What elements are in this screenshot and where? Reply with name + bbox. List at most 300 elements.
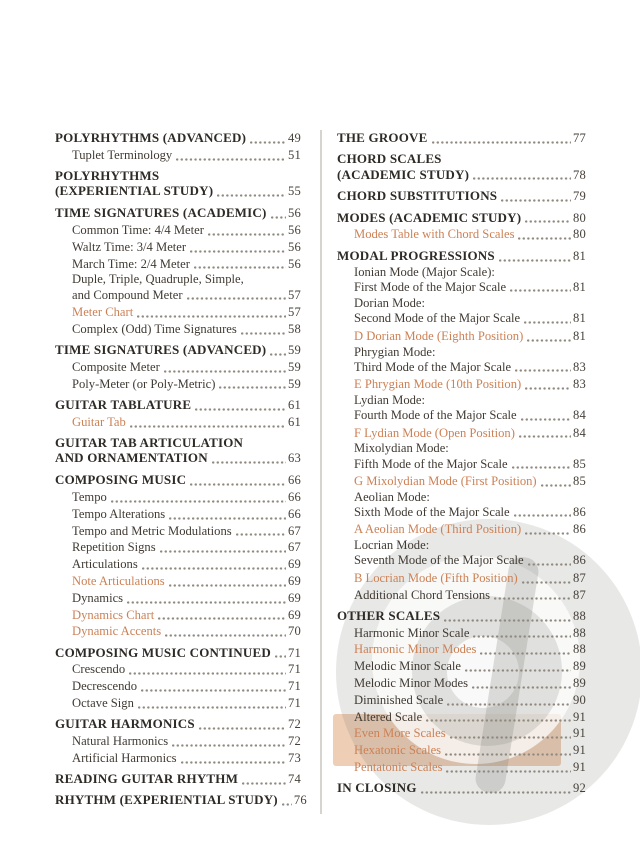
toc-entry-label: Crescendo <box>72 662 126 677</box>
toc-entry-label: Tempo and Metric Modulations <box>72 523 232 538</box>
toc-entry-page-number: 77 <box>573 131 586 145</box>
toc-entry-label: COMPOSING MUSIC CONTINUED <box>55 644 271 660</box>
toc-entry <box>55 359 301 376</box>
dotted-leader <box>444 619 571 622</box>
toc-entry-label: Phrygian Mode: <box>354 344 436 359</box>
toc-entry-page-number: 61 <box>288 397 301 412</box>
toc-entry-label: Pentatonic Scales <box>354 759 443 774</box>
toc-entry-page-number: 59 <box>288 359 301 374</box>
toc-entry <box>55 414 301 431</box>
toc-entry-label: Melodic Minor Scale <box>354 659 462 674</box>
toc-entry-page-number: 78 <box>573 167 586 182</box>
toc-entry-line <box>55 472 301 489</box>
toc-entry-page-number: 66 <box>288 489 301 504</box>
toc-entry-line <box>354 311 586 326</box>
toc-entry-line <box>72 506 301 523</box>
toc-entry <box>55 750 301 767</box>
dotted-leader <box>164 370 286 373</box>
toc-entry <box>55 661 301 678</box>
dotted-leader <box>270 353 286 356</box>
toc-entry <box>337 296 586 328</box>
dotted-leader <box>241 332 286 335</box>
toc-entry-line <box>354 328 586 345</box>
toc-entry-line <box>354 376 586 393</box>
toc-entry-line <box>337 210 586 227</box>
toc-entry-line <box>55 183 301 199</box>
toc-entry-page-number: 90 <box>573 692 586 707</box>
toc-entry-label: Additional Chord Tensions <box>354 587 491 602</box>
toc-entry <box>337 151 586 184</box>
toc-entry-line <box>354 692 586 709</box>
toc-entry-page-number: 72 <box>288 734 301 749</box>
toc-entry-page-number: 91 <box>573 709 586 724</box>
toc-entry-line <box>72 750 301 767</box>
toc-entry-page-number: 71 <box>288 645 301 660</box>
toc-entry-line <box>55 130 301 147</box>
toc-entry-line <box>337 248 586 265</box>
toc-entry <box>337 226 586 243</box>
dotted-leader <box>528 563 571 566</box>
toc-entry-page-number: 71 <box>288 696 301 710</box>
toc-entry <box>55 472 301 489</box>
toc-entry-line <box>72 733 301 750</box>
dotted-leader <box>158 617 286 620</box>
toc-entry-label: GUITAR TAB ARTICULATION <box>55 435 244 451</box>
toc-entry-label: POLYRHYTHMS <box>55 168 160 184</box>
dotted-leader <box>445 753 571 756</box>
dotted-leader <box>190 483 286 486</box>
toc-entry-page-number: 88 <box>573 608 586 623</box>
toc-entry-line <box>337 130 586 147</box>
toc-entry-line <box>354 641 586 658</box>
toc-entry-label: Repetition Signs <box>72 540 156 555</box>
toc-entry-label: (EXPERIENTIAL STUDY) <box>55 183 214 199</box>
toc-entry-line <box>354 553 586 568</box>
toc-entry-label: Harmonic Minor Scale <box>354 625 470 640</box>
toc-entry-page-number: 86 <box>573 553 586 568</box>
toc-entry <box>337 473 586 490</box>
toc-entry-line <box>354 742 586 759</box>
toc-entry-line <box>354 226 586 243</box>
dotted-leader <box>501 199 571 202</box>
toc-entry <box>55 695 301 712</box>
toc-entry-page-number: 84 <box>573 425 586 440</box>
toc-entry <box>55 205 301 222</box>
toc-entry <box>337 780 586 797</box>
toc-entry-label: and Compound Meter <box>72 287 183 302</box>
toc-entry-page-number: 69 <box>288 590 301 605</box>
toc-entry-label: Tempo <box>72 489 107 504</box>
dotted-leader <box>127 601 286 604</box>
toc-entry-label: RHYTHM (EXPERIENTIAL STUDY) <box>55 792 278 808</box>
toc-entry-line <box>354 759 586 776</box>
toc-entry-page-number: 69 <box>288 573 301 588</box>
toc-entry-label: Hexatonic Scales <box>354 743 442 758</box>
toc-entry <box>55 256 301 273</box>
toc-entry-page-number: 85 <box>573 473 586 488</box>
toc-entry-label: Modes Table with Chord Scales <box>354 227 515 242</box>
toc-entry-page-number: 91 <box>573 759 586 774</box>
dotted-leader <box>432 141 572 144</box>
dotted-leader <box>208 233 286 236</box>
toc-entry <box>337 425 586 442</box>
dotted-leader <box>473 635 571 638</box>
toc-entry-line <box>55 205 301 222</box>
toc-entry-page-number: 73 <box>288 750 301 765</box>
dotted-leader <box>138 706 286 709</box>
toc-entry-label: Decrescendo <box>72 679 138 694</box>
toc-entry-line <box>354 473 586 490</box>
toc-entry-line <box>55 716 301 733</box>
dotted-leader <box>275 655 286 658</box>
toc-entry-label: Tempo Alterations <box>72 506 166 521</box>
toc-entry <box>55 792 307 809</box>
dotted-leader <box>129 672 286 675</box>
toc-entry <box>337 570 586 587</box>
dotted-leader <box>242 782 286 785</box>
toc-entry-page-number: 72 <box>288 717 301 732</box>
toc-entry-page-number: 56 <box>288 206 301 221</box>
toc-entry-page-number: 88 <box>573 642 586 657</box>
toc-entry-label: Lydian Mode: <box>354 392 426 407</box>
toc-entry-label: Note Articulations <box>72 573 165 588</box>
toc-entry-line <box>354 408 586 423</box>
toc-entry <box>55 222 301 239</box>
toc-entry-page-number: 86 <box>573 522 586 537</box>
toc-entry-label: POLYRHYTHMS (ADVANCED) <box>55 130 247 145</box>
toc-entry-line <box>72 523 301 540</box>
toc-entry-page-number: 81 <box>573 328 586 343</box>
toc-entry-page-number: 79 <box>573 189 586 204</box>
toc-entry-label: A Aeolian Mode (Third Position) <box>354 522 522 537</box>
toc-entry-page-number: 80 <box>573 227 586 242</box>
dotted-leader <box>250 141 286 144</box>
toc-entry-label: Mixolydian Mode: <box>354 441 449 456</box>
toc-entry-label: Complex (Odd) Time Signatures <box>72 321 237 336</box>
toc-entry-label: Tuplet Terminology <box>72 147 173 162</box>
toc-entry <box>337 641 586 658</box>
toc-entry-label: Natural Harmonics <box>72 734 169 749</box>
toc-entry-line <box>72 607 301 624</box>
toc-entry-label: March Time: 2/4 Meter <box>72 256 190 271</box>
dotted-leader <box>142 567 286 570</box>
toc-entry-label: Poly-Meter (or Poly-Metric) <box>72 376 216 391</box>
toc-entry-label: Composite Meter <box>72 359 160 374</box>
toc-entry <box>337 345 586 377</box>
dotted-leader <box>169 584 286 587</box>
toc-entry-line <box>72 222 301 239</box>
dotted-leader <box>541 484 571 487</box>
toc-entry <box>337 490 586 522</box>
toc-entry-label: Ionian Mode (Major Scale): <box>354 264 495 279</box>
toc-entry-page-number: 59 <box>288 343 301 358</box>
toc-entry-label: Fifth Mode of the Major Scale <box>354 456 508 471</box>
toc-entry <box>337 376 586 393</box>
toc-entry-page-number: 80 <box>573 210 586 225</box>
toc-entry <box>55 397 301 414</box>
toc-entry-page-number: 59 <box>288 376 301 391</box>
toc-entry-line <box>55 342 301 359</box>
toc-entry-line <box>354 709 586 726</box>
toc-entry <box>55 716 301 733</box>
toc-entry-line <box>55 397 301 414</box>
dotted-leader <box>527 339 571 342</box>
toc-entry <box>337 692 586 709</box>
toc-entry-label: Harmonic Minor Modes <box>354 642 477 657</box>
toc-entry <box>337 521 586 538</box>
toc-entry <box>337 130 586 147</box>
toc-entry-line <box>354 570 586 587</box>
toc-entry-label: OTHER SCALES <box>337 607 441 623</box>
toc-entry-label: Articulations <box>72 557 138 572</box>
toc-entry-line <box>72 239 301 256</box>
toc-entry-page-number: 66 <box>288 506 301 521</box>
toc-entry-label: GUITAR HARMONICS <box>55 716 195 732</box>
toc-entry-label: Seventh Mode of the Major Scale <box>354 553 524 568</box>
toc-entry-page-number: 67 <box>288 523 301 538</box>
toc-entry-label: Dynamics <box>72 590 124 605</box>
dotted-leader <box>160 550 286 553</box>
toc-entry <box>55 771 301 788</box>
toc-entry-line <box>72 376 301 393</box>
toc-entry-page-number: 92 <box>573 781 586 796</box>
toc-entry <box>55 523 301 540</box>
toc-entry-line <box>72 288 301 303</box>
dotted-leader <box>169 517 286 520</box>
toc-entry-line <box>72 695 301 712</box>
toc-entry-line <box>354 521 586 538</box>
toc-entry-label: Sixth Mode of the Major Scale <box>354 505 510 520</box>
toc-entry-line <box>337 188 586 205</box>
toc-entry <box>337 538 586 570</box>
toc-column-right <box>337 130 586 797</box>
toc-entry-label: Even More Scales <box>354 726 446 741</box>
toc-entry-page-number: 57 <box>288 287 301 302</box>
toc-entry <box>55 321 301 338</box>
dotted-leader <box>172 744 286 747</box>
toc-entry-label: MODAL PROGRESSIONS <box>337 247 495 263</box>
toc-entry-page-number: 84 <box>573 408 586 423</box>
toc-entry-page-number: 81 <box>573 311 586 326</box>
toc-entry-label: IN CLOSING <box>337 780 417 796</box>
toc-entry-line <box>72 556 301 573</box>
dotted-leader <box>141 689 286 692</box>
toc-entry <box>55 489 301 506</box>
toc-entry-page-number: 91 <box>573 726 586 741</box>
toc-entry-label: GUITAR TABLATURE <box>55 396 192 412</box>
toc-entry-page-number: 56 <box>288 222 301 237</box>
toc-entry <box>55 590 301 607</box>
toc-entry-label: (ACADEMIC STUDY) <box>337 166 470 182</box>
toc-entry-label: Artificial Harmonics <box>72 750 177 765</box>
toc-entry-label: Second Mode of the Major Scale <box>354 311 521 326</box>
toc-entry-label: TIME SIGNATURES (ACADEMIC) <box>55 205 267 221</box>
toc-entry <box>337 587 586 604</box>
toc-entry-line <box>354 625 586 642</box>
toc-entry-page-number: 83 <box>573 359 586 374</box>
toc-entry-page-number: 85 <box>573 456 586 471</box>
toc-entry-line <box>72 678 301 695</box>
toc-entry-label: TIME SIGNATURES (ADVANCED) <box>55 342 267 358</box>
toc-entry-page-number: 91 <box>573 743 586 758</box>
dotted-leader <box>447 703 571 706</box>
toc-entry-label: Diminished Scale <box>354 692 444 707</box>
toc-entry <box>337 328 586 345</box>
toc-entry-label: Waltz Time: 3/4 Meter <box>72 239 187 254</box>
toc-entry-page-number: 89 <box>573 676 586 690</box>
toc-entry-page-number: 51 <box>288 147 301 162</box>
toc-entry <box>337 210 586 227</box>
toc-entry-label: CHORD SUBSTITUTIONS <box>337 188 498 204</box>
toc-entry <box>337 625 586 642</box>
toc-entry <box>55 272 301 304</box>
toc-entry <box>55 556 301 573</box>
toc-entry-label: Fourth Mode of the Major Scale <box>354 408 517 423</box>
toc-entry-page-number: 67 <box>288 540 301 555</box>
toc-entry-line <box>337 780 586 797</box>
dotted-leader <box>426 719 571 722</box>
toc-entry <box>337 441 586 473</box>
dotted-leader <box>421 791 571 794</box>
dotted-leader <box>187 297 286 300</box>
toc-entry-label: Locrian Mode: <box>354 538 430 553</box>
dotted-leader <box>494 597 571 600</box>
dotted-leader <box>525 532 571 535</box>
toc-entry-line <box>72 489 301 506</box>
toc-entry <box>55 147 301 164</box>
dotted-leader <box>111 500 286 503</box>
toc-entry-page-number: 81 <box>573 279 586 294</box>
dotted-leader <box>499 259 571 262</box>
toc-entry-line <box>354 360 586 375</box>
toc-entry-line <box>72 304 301 321</box>
dotted-leader <box>165 634 286 637</box>
dotted-leader <box>190 250 286 253</box>
toc-entry-label: Third Mode of the Major Scale <box>354 359 512 374</box>
dotted-leader <box>194 266 286 269</box>
toc-entry <box>55 645 301 662</box>
dotted-leader <box>130 425 286 428</box>
toc-entry <box>55 376 301 393</box>
toc-entry <box>55 130 301 147</box>
toc-entry-page-number: 71 <box>288 679 301 694</box>
toc-entry-label: MODES (ACADEMIC STUDY) <box>337 209 522 225</box>
toc-entry-page-number: 56 <box>288 256 301 271</box>
toc-entry-label: THE GROOVE <box>337 130 428 145</box>
toc-entry-line <box>354 587 586 604</box>
toc-entry-label: CHORD SCALES <box>337 151 442 167</box>
toc-entry-page-number: 63 <box>288 451 301 466</box>
toc-entry-page-number: 69 <box>288 557 301 572</box>
dotted-leader <box>217 194 286 197</box>
toc-entry <box>55 607 301 624</box>
toc-entry <box>337 265 586 297</box>
toc-entry <box>337 248 586 265</box>
toc-entry <box>55 573 301 590</box>
toc-entry-line <box>354 280 586 295</box>
toc-entry-page-number: 81 <box>573 248 586 263</box>
dotted-leader <box>515 369 571 372</box>
dotted-leader <box>473 177 571 180</box>
toc-entry-label: READING GUITAR RHYTHM <box>55 771 239 787</box>
toc-entry-line <box>72 623 301 640</box>
toc-entry <box>55 506 301 523</box>
dotted-leader <box>271 216 286 219</box>
toc-entry-line <box>72 256 301 273</box>
toc-entry-label: Aeolian Mode: <box>354 489 430 504</box>
toc-entry <box>55 239 301 256</box>
toc-entry-line <box>55 792 307 809</box>
toc-entry-page-number: 56 <box>288 239 301 254</box>
toc-entry-page-number: 88 <box>573 625 586 640</box>
toc-entry-label: G Mixolydian Mode (First Position) <box>354 473 537 488</box>
toc-entry <box>55 342 301 359</box>
toc-entry-label: Altered Scale <box>354 709 423 724</box>
toc-entry-page-number: 70 <box>288 624 301 639</box>
toc-entry-line <box>72 661 301 678</box>
dotted-leader <box>472 686 571 689</box>
toc-entry-line <box>55 771 301 788</box>
toc-entry-page-number: 76 <box>293 793 307 808</box>
toc-entry <box>55 435 301 468</box>
toc-entry-page-number: 57 <box>288 304 301 319</box>
dotted-leader <box>465 669 571 672</box>
toc-entry-page-number: 86 <box>573 505 586 520</box>
dotted-leader <box>446 770 571 773</box>
toc-entry-label: Octave Sign <box>72 696 134 710</box>
dotted-leader <box>282 803 292 806</box>
toc-entry-page-number: 87 <box>573 587 586 602</box>
dotted-leader <box>519 435 571 438</box>
dotted-leader <box>199 727 286 730</box>
dotted-leader <box>195 408 286 411</box>
toc-entry-label: B Locrian Mode (Fifth Position) <box>354 570 518 585</box>
toc-entry-page-number: 61 <box>288 414 301 429</box>
toc-entry-label: Meter Chart <box>72 304 134 319</box>
toc-entry-line <box>337 167 586 183</box>
toc-entry-line <box>337 608 586 625</box>
dotted-leader <box>512 466 571 469</box>
toc-entry-line <box>354 658 586 675</box>
toc-entry <box>337 709 586 726</box>
toc-entry-label: F Lydian Mode (Open Position) <box>354 425 515 440</box>
toc-entry-line <box>55 645 301 662</box>
dotted-leader <box>480 652 571 655</box>
toc-entry-label: Duple, Triple, Quadruple, Simple, <box>72 272 244 287</box>
toc-entry <box>337 759 586 776</box>
column-divider-rule <box>320 130 322 814</box>
dotted-leader <box>181 761 286 764</box>
toc-entry-page-number: 69 <box>288 607 301 622</box>
dotted-leader <box>450 736 571 739</box>
toc-entry-label: Dorian Mode: <box>354 296 425 311</box>
dotted-leader <box>524 321 571 324</box>
toc-entry <box>55 304 301 321</box>
toc-entry-page-number: 89 <box>573 659 586 674</box>
toc-entry-line <box>354 675 586 692</box>
toc-entry-label: Melodic Minor Modes <box>354 676 469 690</box>
toc-entry-page-number: 55 <box>288 184 301 199</box>
toc-entry-page-number: 71 <box>288 662 301 677</box>
toc-entry-page-number: 83 <box>573 377 586 392</box>
toc-entry <box>337 393 586 425</box>
dotted-leader <box>212 461 286 464</box>
toc-entry-page-number: 49 <box>288 131 301 145</box>
dotted-leader <box>510 289 571 292</box>
toc-entry-label: First Mode of the Major Scale <box>354 279 507 294</box>
toc-entry-page-number: 87 <box>573 570 586 585</box>
dotted-leader <box>176 158 286 161</box>
